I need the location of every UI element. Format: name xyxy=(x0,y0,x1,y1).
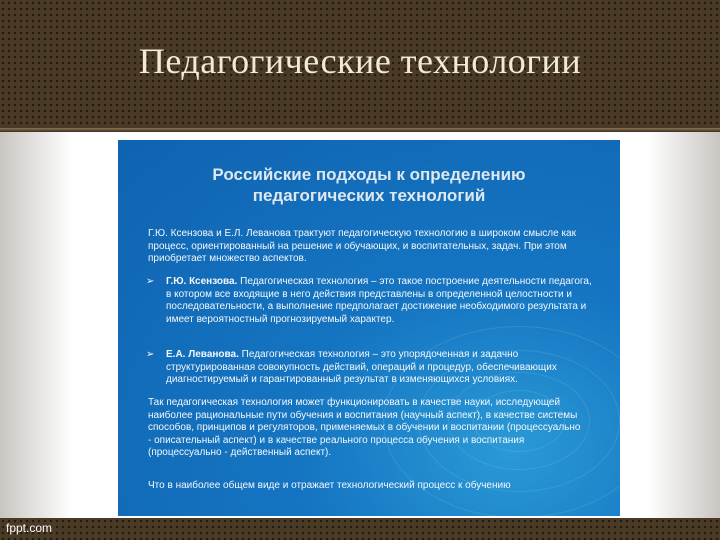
page-title: Педагогические технологии xyxy=(138,41,582,81)
bullet-text: Педагогическая технология – это упорядоченная и задачно структурированная совокупность действий, операций и процедур, обеспечивающих диагностируемый и гарантированный результат в изменяющихся условиях. xyxy=(166,349,557,385)
slide-heading xyxy=(118,164,620,206)
bullet-item-ksenzova xyxy=(166,276,596,326)
slide-heading-line: Российские подходы к определению xyxy=(212,165,526,184)
science-paragraph: Так педагогическая технология может функционировать в качестве науки, исследующей наиболее рациональные пути обучения и воспитания (научный аспект), в качестве системы способов, принципов и регуляторов, применяемых в обучении и воспитании (процессуально - описательный аспект) и в качестве реального процесса обучения и воспитания (процессуально - действенный аспект). xyxy=(148,397,581,458)
arrow-bullet-icon: ➢ xyxy=(146,276,155,287)
intro-paragraph: Г.Ю. Ксензова и Е.Л. Леванова трактуют педагогическую технологию в широком смысле как процесс, ориентированный на решение и обучающих, и воспитательных, задач. При этом приобретает множество аспектов. xyxy=(148,228,576,264)
footer-band xyxy=(0,518,720,540)
closing-paragraph: Что в наиболее общем виде и отражает технологический процесс к обучению xyxy=(148,480,511,491)
slide-heading-line: педагогических технологий xyxy=(252,186,486,205)
author-name: Г.Ю. Ксензова. xyxy=(166,276,238,287)
slide-image xyxy=(118,140,620,516)
bullet-text: Педагогическая технология – это такое построение деятельности педагога, в котором все входящие в него действия представлены в определенной целостности и последовательности, а выполнение предполагает достижение необходимого результата и имеет вероятностный прогнозируемый характер. xyxy=(166,276,592,325)
arrow-bullet-icon: ➢ xyxy=(146,349,155,360)
footer-brand: fppt.com xyxy=(6,521,53,535)
bullet-item-levanova xyxy=(166,349,596,387)
author-name: Е.А. Леванова. xyxy=(166,349,239,360)
